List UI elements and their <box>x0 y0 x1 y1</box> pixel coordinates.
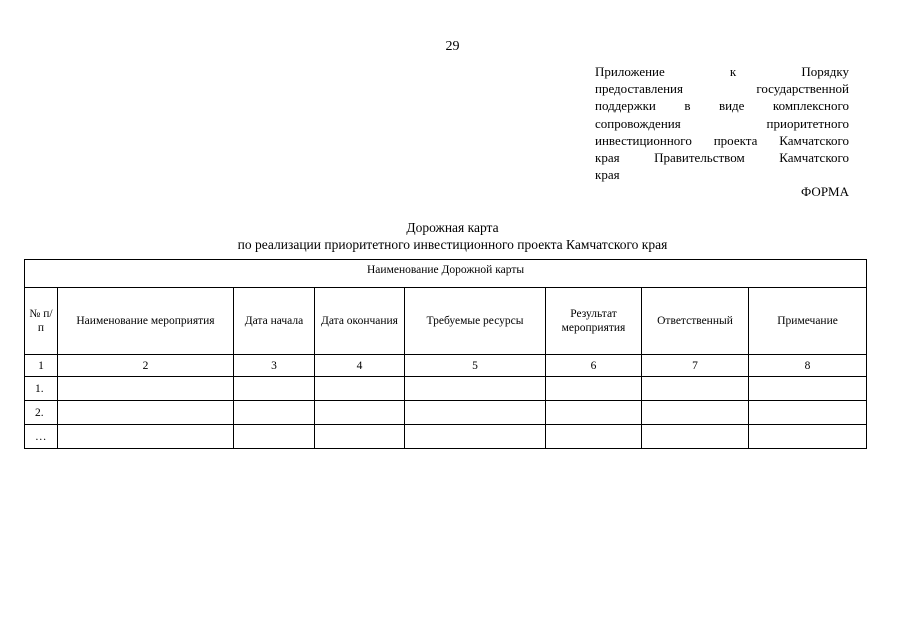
appendix-line <box>595 115 849 132</box>
form-label: ФОРМА <box>801 184 849 199</box>
table-cell[interactable] <box>642 401 749 425</box>
column-number: 4 <box>315 355 405 377</box>
header-number: № п/п <box>25 288 58 355</box>
table-cell[interactable] <box>749 401 867 425</box>
appendix-word: инвестиционного <box>595 132 692 148</box>
table-cell[interactable] <box>405 377 546 401</box>
row-number-cell: 1. <box>25 377 58 401</box>
appendix-word: проекта <box>713 132 758 148</box>
row-number-cell: 2. <box>25 401 58 425</box>
table-cell[interactable] <box>58 401 234 425</box>
appendix-line <box>595 97 849 114</box>
table-cell[interactable] <box>405 401 546 425</box>
table-cell[interactable] <box>749 377 867 401</box>
table-cell[interactable] <box>546 425 642 449</box>
table-name-row <box>25 260 867 288</box>
header-resources: Требуемые ресурсы <box>405 288 546 355</box>
roadmap-name-cell[interactable]: Наименование Дорожной карты <box>25 260 867 288</box>
appendix-word: государственной <box>756 81 849 97</box>
column-number: 6 <box>546 355 642 377</box>
table-cell[interactable] <box>546 377 642 401</box>
header-start-date: Дата начала <box>234 288 315 355</box>
table-cell[interactable] <box>315 377 405 401</box>
table-cell[interactable] <box>234 425 315 449</box>
table-cell[interactable] <box>546 401 642 425</box>
table-cell[interactable] <box>642 377 749 401</box>
appendix-word: Приложение <box>595 64 665 79</box>
header-result: Результат мероприятия <box>546 288 642 355</box>
column-number: 3 <box>234 355 315 377</box>
appendix-line <box>595 63 849 80</box>
appendix-line <box>595 149 849 166</box>
appendix-word: поддержки <box>595 98 656 114</box>
appendix-note <box>595 63 849 183</box>
appendix-word: в <box>684 98 691 114</box>
appendix-last-line: края <box>595 167 620 183</box>
table-cell[interactable] <box>58 377 234 401</box>
table-header-row <box>25 288 867 355</box>
appendix-word: комплексного <box>772 98 849 114</box>
column-number: 5 <box>405 355 546 377</box>
header-activity: Наименование мероприятия <box>58 288 234 355</box>
table-cell[interactable] <box>749 425 867 449</box>
table-cell[interactable] <box>234 377 315 401</box>
appendix-word: края <box>595 150 620 166</box>
appendix-word: приоритетного <box>766 115 849 131</box>
header-end-date: Дата окончания <box>315 288 405 355</box>
table-cell[interactable] <box>58 425 234 449</box>
header-responsible: Ответственный <box>642 288 749 355</box>
title-line-2: по реализации приоритетного инвестиционного проекта Камчатского края <box>237 237 668 252</box>
table-cell[interactable] <box>642 425 749 449</box>
column-number: 8 <box>749 355 867 377</box>
appendix-word: Порядку <box>801 64 849 79</box>
table-cell[interactable] <box>405 425 546 449</box>
roadmap-table <box>24 259 867 449</box>
appendix-line <box>595 132 849 149</box>
header-note: Примечание <box>749 288 867 355</box>
table-row <box>25 377 867 401</box>
appendix-line <box>595 80 849 97</box>
appendix-word: к <box>729 64 737 79</box>
appendix-word: Правительством <box>654 150 745 166</box>
column-number: 2 <box>58 355 234 377</box>
column-number-row <box>25 355 867 377</box>
page-number: 29 <box>445 39 460 54</box>
title-line-1: Дорожная карта <box>406 220 499 235</box>
appendix-word: Камчатского <box>779 150 849 166</box>
table-cell[interactable] <box>315 425 405 449</box>
column-number: 1 <box>25 355 58 377</box>
appendix-word: предоставления <box>595 81 683 97</box>
appendix-word: виде <box>718 98 745 114</box>
column-number: 7 <box>642 355 749 377</box>
table-row <box>25 401 867 425</box>
document-title <box>0 219 905 253</box>
appendix-word: Камчатского <box>779 132 849 148</box>
appendix-word: сопровождения <box>595 115 681 131</box>
table-cell[interactable] <box>234 401 315 425</box>
row-number-cell: … <box>25 425 58 449</box>
table-row <box>25 425 867 449</box>
table-cell[interactable] <box>315 401 405 425</box>
